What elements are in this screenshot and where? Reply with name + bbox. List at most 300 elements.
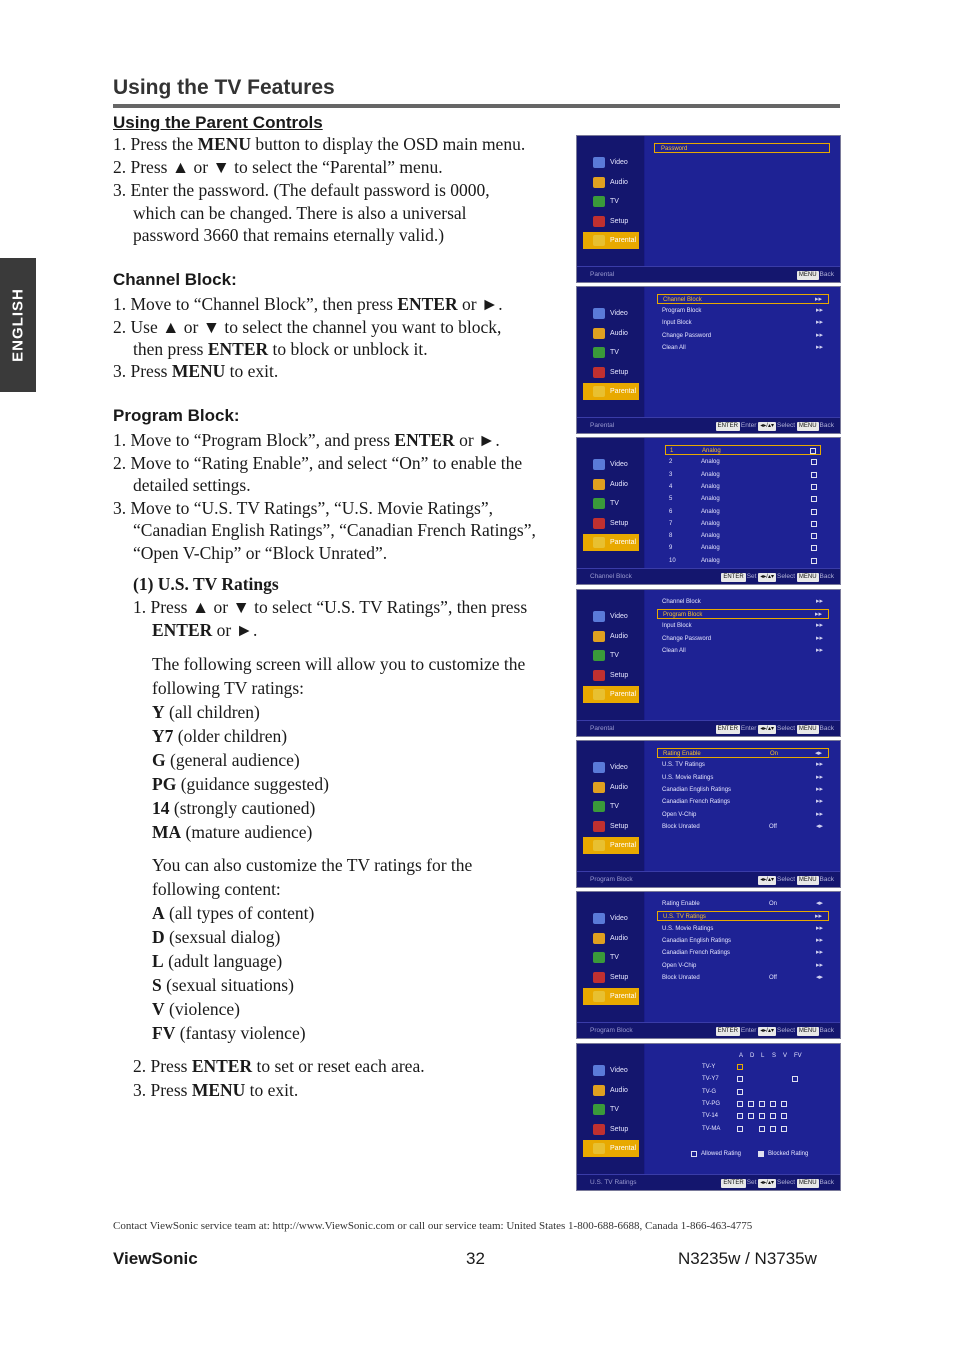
osd-menu-item-audio[interactable]: [583, 930, 639, 947]
rating-column-header: A: [739, 1053, 744, 1059]
osd-menu-label: Video: [610, 461, 628, 468]
osd-menu-item-video[interactable]: [583, 1062, 639, 1079]
video-icon: [593, 611, 605, 622]
channel-number: 4: [669, 483, 673, 490]
rating-y: Y (all children): [152, 702, 260, 722]
osd-breadcrumb: Parental: [590, 725, 615, 732]
rating-ma: MA (mature audience): [152, 822, 313, 842]
program-block-heading: Program Block:: [113, 406, 240, 425]
osd-option-label: Program Block: [663, 612, 703, 619]
page-title: Using the TV Features: [113, 76, 335, 99]
osd-menu-label: Video: [610, 159, 628, 166]
osd-menu-item-tv[interactable]: [583, 647, 639, 664]
osd-menu-item-parental[interactable]: [583, 534, 639, 551]
arrow-right-icon: ▸▸: [815, 646, 823, 654]
arrow-right-icon: ▸▸: [815, 319, 823, 327]
osd-menu-label: Parental: [610, 691, 637, 698]
left-right-icon: ◂▸: [815, 900, 823, 907]
tv-icon: [593, 498, 605, 509]
osd-status-bar: [577, 1174, 840, 1191]
osd-option-label: Channel Block: [663, 297, 702, 303]
osd-menu-item-setup[interactable]: [583, 667, 639, 684]
menu-key-icon: MENU: [798, 1180, 817, 1186]
osd-menu-item-parental[interactable]: [583, 837, 639, 854]
rating-checkbox[interactable]: [748, 1113, 754, 1119]
rating-checkbox[interactable]: [792, 1076, 798, 1082]
osd-option[interactable]: [657, 609, 829, 619]
setup-icon: [593, 518, 605, 529]
ratings-intro-line2: following TV ratings:: [152, 678, 304, 698]
program-option[interactable]: [657, 924, 829, 934]
setup-icon: [593, 670, 605, 681]
osd-menu-item-video[interactable]: [583, 305, 639, 322]
content-intro-line2: following content:: [152, 879, 281, 899]
program-option-label: Rating Enable: [663, 751, 701, 757]
step-2: 2. Press ▲ or ▼ to select the “Parental” menu.: [113, 157, 443, 177]
osd-screen-rating-enable: [576, 740, 841, 888]
osd-menu-label: Setup: [610, 368, 629, 376]
program-option[interactable]: [657, 773, 829, 783]
rating-checkbox[interactable]: [748, 1101, 754, 1107]
select-hint: Select: [776, 1027, 796, 1034]
osd-option[interactable]: [657, 343, 829, 353]
language-tab-label: ENGLISH: [9, 288, 27, 362]
title-divider: [113, 104, 840, 108]
channel-row[interactable]: [665, 457, 821, 467]
osd-menu-label: Audio: [610, 178, 628, 186]
osd-screen-us-tv-select: [576, 891, 841, 1039]
checkbox[interactable]: [811, 558, 817, 564]
channel-type: Analog: [701, 483, 720, 490]
back-hint: Back: [819, 725, 834, 732]
program-option-label: Block Unrated: [662, 974, 700, 981]
arrow-right-icon: ▸▸: [814, 296, 822, 303]
step-1: 1. Press the MENU button to display the OSD main menu.: [113, 134, 526, 154]
audio-icon: [593, 479, 605, 490]
osd-status-bar: [577, 266, 840, 283]
video-icon: [593, 1065, 605, 1076]
audio-icon: [593, 177, 605, 188]
program-option-value: Off: [769, 823, 777, 830]
parental-icon: [593, 991, 605, 1002]
content-a: A (all types of content): [152, 903, 315, 923]
rating-checkbox[interactable]: [737, 1089, 743, 1095]
back-hint: Back: [819, 573, 834, 580]
channel-row[interactable]: [665, 556, 821, 566]
checkbox[interactable]: [811, 545, 817, 551]
program-option-label: U.S. TV Ratings: [662, 762, 705, 769]
ratings-intro: The following screen will allow you to customize the: [152, 654, 526, 674]
parental-icon: [593, 537, 605, 548]
allowed-legend-icon: [691, 1151, 697, 1157]
rating-checkbox[interactable]: [781, 1113, 787, 1119]
osd-screen-program-block-select: [576, 589, 841, 737]
enter-key-icon: ENTER: [723, 1180, 744, 1186]
arrow-right-icon: ▸▸: [815, 598, 823, 605]
checkbox[interactable]: [811, 521, 817, 527]
program-option[interactable]: [657, 748, 829, 758]
osd-menu-item-tv[interactable]: [583, 949, 639, 966]
menu-key-icon: MENU: [798, 574, 817, 580]
channel-type: Analog: [701, 533, 720, 540]
osd-screen-channel-block: [576, 437, 841, 585]
program-option[interactable]: [657, 810, 829, 820]
rating-checkbox[interactable]: [770, 1101, 776, 1107]
audio-icon: [593, 1085, 605, 1096]
program-option-label: Open V-Chip: [662, 811, 697, 818]
channel-step-1: 1. Move to “Channel Block”, then press ENTER or ►.: [113, 294, 503, 314]
osd-option-label: Change Password: [662, 332, 712, 339]
rating-pg: PG (guidance suggested): [152, 774, 329, 794]
rating-checkbox[interactable]: [737, 1101, 743, 1107]
rating-row-label: TV-MA: [702, 1125, 721, 1132]
enter-hint: Set: [746, 573, 757, 580]
rating-checkbox[interactable]: [770, 1113, 776, 1119]
osd-key-hints: [716, 721, 834, 737]
channel-number: 7: [669, 520, 673, 527]
tv-icon: [593, 801, 605, 812]
rating-checkbox[interactable]: [759, 1101, 765, 1107]
program-option[interactable]: [657, 961, 829, 971]
osd-menu-item-tv[interactable]: [583, 798, 639, 815]
osd-key-hints: [721, 1175, 834, 1191]
video-icon: [593, 308, 605, 319]
osd-menu-item-tv[interactable]: [583, 344, 639, 361]
osd-option-label: Clean All: [662, 344, 686, 351]
rating-checkbox[interactable]: [781, 1101, 787, 1107]
content-intro: You can also customize the TV ratings for the: [152, 855, 473, 875]
video-icon: [593, 157, 605, 168]
content-l: L (adult language): [152, 951, 283, 971]
program-option[interactable]: [657, 899, 829, 909]
rating-checkbox[interactable]: [759, 1113, 765, 1119]
channel-step-2: 2. Use ▲ or ▼ to select the channel you want to block,: [113, 317, 502, 337]
channel-type: Analog: [701, 557, 720, 564]
rating-checkbox[interactable]: [737, 1076, 743, 1082]
osd-menu-item-video[interactable]: [583, 154, 639, 171]
program-step-1: 1. Move to “Program Block”, and press ENTER or ►.: [113, 430, 500, 450]
arrow-right-icon: ▸▸: [815, 949, 823, 957]
menu-key-icon: MENU: [798, 877, 817, 883]
program-option[interactable]: [657, 760, 829, 770]
osd-option[interactable]: [657, 306, 829, 316]
rating-checkbox[interactable]: [737, 1126, 743, 1132]
channel-type: Analog: [701, 471, 720, 478]
enter-key-icon: ENTER: [717, 423, 738, 429]
program-option-label: U.S. Movie Ratings: [662, 774, 714, 781]
osd-key-hints: [758, 872, 834, 888]
osd-option[interactable]: [657, 331, 829, 341]
osd-menu-item-video[interactable]: [583, 608, 639, 625]
osd-option-label: Program Block: [662, 308, 702, 315]
channel-number: 3: [669, 471, 673, 478]
rating-y7: Y7 (older children): [152, 726, 288, 746]
program-option[interactable]: [657, 973, 829, 983]
program-option[interactable]: [657, 911, 829, 921]
arrow-right-icon: ▸▸: [815, 810, 823, 818]
arrow-right-icon: ▸▸: [815, 961, 823, 969]
nav-keys-icon: ◂▸/▴▾: [760, 1180, 774, 1186]
setup-icon: [593, 216, 605, 227]
osd-breadcrumb: Channel Block: [590, 573, 632, 580]
menu-key-icon: MENU: [798, 423, 817, 429]
osd-menu-label: TV: [610, 803, 619, 810]
osd-option[interactable]: [657, 621, 829, 631]
rating-checkbox[interactable]: [781, 1126, 787, 1132]
osd-menu-label: Audio: [610, 783, 628, 791]
video-icon: [593, 459, 605, 470]
program-option-label: U.S. Movie Ratings: [662, 925, 714, 932]
arrow-right-icon: ▸▸: [815, 331, 823, 339]
rating-column-header: FV: [794, 1053, 802, 1059]
rating-checkbox[interactable]: [770, 1126, 776, 1132]
osd-menu-label: Parental: [610, 237, 637, 244]
arrow-right-icon: ▸▸: [815, 936, 823, 944]
select-hint: Select: [776, 573, 796, 580]
arrow-right-icon: ▸▸: [815, 622, 823, 630]
setup-icon: [593, 821, 605, 832]
parental-icon: [593, 840, 605, 851]
left-right-icon: ◂▸: [814, 750, 822, 757]
nav-keys-icon: ◂▸/▴▾: [760, 726, 774, 732]
osd-breadcrumb: U.S. TV Ratings: [590, 1179, 637, 1186]
tv-icon: [593, 650, 605, 661]
arrow-right-icon: ▸▸: [815, 634, 823, 642]
osd-menu-label: Parental: [610, 388, 637, 395]
osd-menu-item-audio[interactable]: [583, 174, 639, 191]
osd-menu-label: Parental: [610, 539, 637, 546]
osd-breadcrumb: Parental: [590, 422, 615, 429]
rating-checkbox[interactable]: [759, 1126, 765, 1132]
program-option[interactable]: [657, 948, 829, 958]
osd-key-hints: [716, 418, 834, 434]
osd-breadcrumb: Program Block: [590, 876, 633, 883]
tv-icon: [593, 347, 605, 358]
channel-row[interactable]: [665, 470, 821, 480]
osd-menu-item-tv[interactable]: [583, 193, 639, 210]
footer-brand: ViewSonic: [113, 1249, 198, 1268]
password-field[interactable]: [654, 143, 830, 153]
checkbox[interactable]: [811, 459, 817, 465]
osd-menu-item-setup[interactable]: [583, 364, 639, 381]
osd-menu-item-audio[interactable]: [583, 628, 639, 645]
osd-option[interactable]: [657, 597, 829, 607]
program-option-label: Canadian English Ratings: [662, 937, 732, 944]
arrow-right-icon: ▸▸: [815, 924, 823, 932]
program-option-label: Canadian French Ratings: [662, 950, 731, 957]
osd-menu-item-setup[interactable]: [583, 1121, 639, 1138]
checkbox[interactable]: [811, 496, 817, 502]
osd-menu-item-parental[interactable]: [583, 686, 639, 703]
audio-icon: [593, 782, 605, 793]
channel-block-heading: Channel Block:: [113, 270, 237, 289]
channel-number: 9: [669, 545, 673, 552]
channel-number: 10: [669, 557, 676, 564]
osd-menu-item-tv[interactable]: [583, 1101, 639, 1118]
select-hint: Select: [776, 1179, 796, 1186]
rating-checkbox[interactable]: [737, 1113, 743, 1119]
osd-status-bar: [577, 871, 840, 888]
rating-14: 14 (strongly cautioned): [152, 798, 316, 818]
osd-option-label: Channel Block: [662, 599, 701, 605]
osd-menu-label: Audio: [610, 329, 628, 337]
osd-menu-item-parental[interactable]: [583, 383, 639, 400]
parental-icon: [593, 386, 605, 397]
program-option[interactable]: [657, 785, 829, 795]
enter-key-icon: ENTER: [723, 574, 744, 580]
osd-option[interactable]: [657, 294, 829, 304]
osd-menu-item-tv[interactable]: [583, 495, 639, 512]
channel-row[interactable]: [665, 482, 821, 492]
program-option[interactable]: [657, 797, 829, 807]
checkbox[interactable]: [811, 484, 817, 490]
channel-type: Analog: [701, 520, 720, 527]
rating-row-label: TV-Y7: [702, 1076, 719, 1083]
channel-row[interactable]: [665, 494, 821, 504]
rating-column-header: V: [783, 1053, 788, 1059]
menu-key-icon: MENU: [798, 272, 817, 278]
osd-menu-item-audio[interactable]: [583, 325, 639, 342]
osd-menu-item-setup[interactable]: [583, 969, 639, 986]
nav-keys-icon: ◂▸/▴▾: [760, 574, 774, 580]
arrow-right-icon: ▸▸: [814, 913, 822, 921]
enter-key-icon: ENTER: [717, 1028, 738, 1034]
osd-menu-label: Setup: [610, 519, 629, 527]
rating-row-label: TV-PG: [702, 1100, 721, 1107]
program-option-label: Block Unrated: [662, 823, 700, 830]
us-tv-step-1-line2: ENTER or ►.: [152, 620, 258, 640]
channel-row[interactable]: [665, 445, 821, 455]
channel-number: 6: [669, 508, 673, 515]
us-tv-step-3: 3. Press MENU to exit.: [133, 1080, 299, 1100]
blocked-legend-icon: [758, 1151, 764, 1157]
osd-menu-label: Video: [610, 310, 628, 317]
osd-screen-password: [576, 135, 841, 283]
channel-row[interactable]: [665, 507, 821, 517]
osd-status-bar: [577, 417, 840, 434]
osd-option[interactable]: [657, 318, 829, 328]
channel-step-3: 3. Press MENU to exit.: [113, 361, 279, 381]
us-tv-ratings-heading: (1) U.S. TV Ratings: [133, 574, 279, 594]
osd-menu-label: Video: [610, 1067, 628, 1074]
osd-menu-item-setup[interactable]: [583, 818, 639, 835]
osd-menu-label: Audio: [610, 934, 628, 942]
program-option[interactable]: [657, 936, 829, 946]
osd-status-bar: [577, 720, 840, 737]
osd-menu-item-video[interactable]: [583, 759, 639, 776]
step-3: 3. Enter the password. (The default password is 0000,: [113, 180, 490, 200]
checkbox[interactable]: [811, 533, 817, 539]
program-step-3-line3: “Open V-Chip” or “Block Unrated”.: [133, 543, 388, 563]
osd-menu-item-parental[interactable]: [583, 1140, 639, 1157]
osd-screen-us-tv-ratings: [576, 1043, 841, 1191]
tv-icon: [593, 952, 605, 963]
program-option-value: On: [770, 751, 779, 757]
enter-key-icon: ENTER: [717, 726, 738, 732]
checkbox[interactable]: [810, 448, 816, 454]
osd-menu-item-parental[interactable]: [583, 988, 639, 1005]
osd-menu-item-setup[interactable]: [583, 515, 639, 532]
osd-option[interactable]: [657, 634, 829, 644]
setup-icon: [593, 1124, 605, 1135]
nav-keys-icon: ◂▸/▴▾: [760, 1028, 774, 1034]
osd-menu-item-parental[interactable]: [583, 232, 639, 249]
back-hint: Back: [819, 422, 834, 429]
osd-menu-label: Video: [610, 915, 628, 922]
parental-icon: [593, 689, 605, 700]
osd-screen-parental-menu: [576, 286, 841, 434]
osd-breadcrumb: Program Block: [590, 1027, 633, 1034]
model-number: N3235w / N3735w: [678, 1249, 817, 1268]
rating-checkbox[interactable]: [737, 1064, 743, 1070]
osd-menu-item-audio[interactable]: [583, 779, 639, 796]
osd-menu-label: TV: [610, 349, 619, 356]
osd-option-label: Clean All: [662, 647, 686, 654]
channel-type: Analog: [702, 448, 721, 454]
osd-menu-item-video[interactable]: [583, 456, 639, 473]
osd-menu-label: Parental: [610, 1145, 637, 1152]
osd-main-panel: [645, 136, 841, 266]
channel-row[interactable]: [665, 519, 821, 529]
arrow-right-icon: ▸▸: [815, 761, 823, 769]
program-option[interactable]: [657, 822, 829, 832]
osd-menu-label: Audio: [610, 480, 628, 488]
channel-type: Analog: [701, 545, 720, 552]
channel-row[interactable]: [665, 531, 821, 541]
osd-menu-item-audio[interactable]: [583, 1082, 639, 1099]
osd-menu-label: TV: [610, 500, 619, 507]
program-option-label: U.S. TV Ratings: [663, 914, 706, 921]
osd-menu-item-setup[interactable]: [583, 213, 639, 230]
back-hint: Back: [819, 876, 834, 883]
content-d: D (sexsual dialog): [152, 927, 281, 947]
audio-icon: [593, 328, 605, 339]
program-option-label: Canadian French Ratings: [662, 799, 731, 806]
checkbox[interactable]: [811, 509, 817, 515]
program-step-3-line2: “Canadian English Ratings”, “Canadian French Ratings”,: [133, 520, 536, 540]
password-label: Password: [661, 146, 688, 152]
osd-menu-item-audio[interactable]: [583, 476, 639, 493]
video-icon: [593, 913, 605, 924]
osd-menu-item-video[interactable]: [583, 910, 639, 927]
back-hint: Back: [819, 1027, 834, 1034]
arrow-right-icon: ▸▸: [815, 773, 823, 781]
osd-option-label: Change Password: [662, 635, 712, 642]
enter-hint: Enter: [740, 725, 757, 732]
channel-step-2-line2: then press ENTER to block or unblock it.: [133, 339, 428, 359]
program-step-2-line2: detailed settings.: [133, 475, 251, 495]
parental-icon: [593, 1143, 605, 1154]
rating-column-header: D: [750, 1053, 755, 1059]
menu-key-icon: MENU: [798, 1028, 817, 1034]
video-icon: [593, 762, 605, 773]
channel-number: 2: [669, 459, 673, 466]
osd-status-bar: [577, 1022, 840, 1039]
channel-number: 1: [670, 448, 674, 454]
osd-option[interactable]: [657, 646, 829, 656]
osd-menu-label: Setup: [610, 1125, 629, 1133]
channel-type: Analog: [701, 496, 720, 503]
step-3-line3: password 3660 that remains eternally valid.): [133, 225, 445, 245]
step-3-line2: which can be changed. There is also a universal: [133, 203, 467, 223]
channel-type: Analog: [701, 508, 720, 515]
left-right-icon: ◂▸: [815, 973, 823, 981]
osd-menu-label: Setup: [610, 217, 629, 225]
tv-icon: [593, 1104, 605, 1115]
osd-menu-label: TV: [610, 1106, 619, 1113]
checkbox[interactable]: [811, 472, 817, 478]
channel-row[interactable]: [665, 543, 821, 553]
